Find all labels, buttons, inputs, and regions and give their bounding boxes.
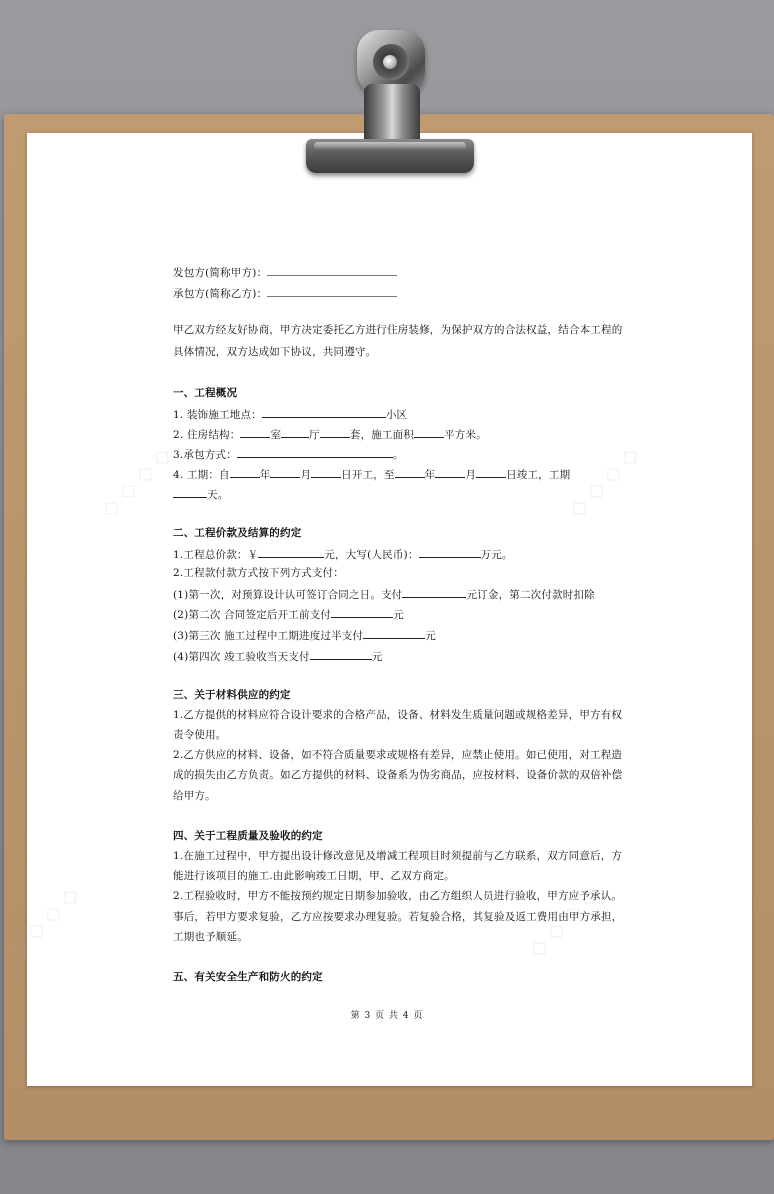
s2-payment-4: (4)第四次 竣工验收当天支付 元 — [173, 648, 382, 664]
area-blank[interactable] — [414, 426, 444, 438]
halls-blank[interactable] — [281, 426, 309, 438]
s4-p1-line-1: 1.在施工过程中，甲方提出设计修改意见及增减工程项目时须提前与乙方联系，双方同意后，方 — [173, 850, 623, 862]
s3-p2-line-1: 2.乙方供应的材料、设备，如不符合质量要求或规格有差异，应禁止使用。如已使用，对工程造 — [173, 749, 623, 761]
section-2-title: 二、工程价款及结算的约定 — [173, 527, 302, 539]
start-day-blank[interactable] — [311, 466, 341, 478]
section-5-title: 五、有关安全生产和防火的约定 — [173, 971, 323, 983]
s2-payment-1: (1)第一次，对预算设计认可签订合同之日。支付 元订金，第二次付款时扣除 — [173, 586, 595, 602]
party-a-line — [173, 264, 397, 280]
watermark: ◇ ◇ ◇ ◇ — [524, 882, 605, 963]
watermark: ◇ ◇ ◇ ◇ — [564, 442, 645, 523]
end-day-blank[interactable] — [476, 466, 506, 478]
s2-payment-3: (3)第三次 施工过程中工期进度过半支付 元 — [173, 627, 436, 643]
section-4-title: 四、关于工程质量及验收的约定 — [173, 830, 323, 842]
page-number: 第 3 页 共 4 页 — [350, 1011, 424, 1021]
party-b-line — [173, 285, 397, 301]
s4-p1-line-2: 能进行该项目的施工.由此影响竣工日期，甲、乙双方商定。 — [173, 870, 455, 882]
total-price-words-blank[interactable] — [419, 546, 481, 558]
s1-item-4-cont: 天。 — [173, 486, 228, 502]
watermark: ◇ ◇ ◇ ◇ — [96, 442, 177, 523]
intro-line-1: 甲乙双方经友好协商，甲方决定委托乙方进行住房装修，为保护双方的合法权益，结合本工程的 — [173, 324, 623, 336]
start-month-blank[interactable] — [270, 466, 300, 478]
payment-4-blank[interactable] — [310, 648, 372, 660]
s2-item-1: 1.工程总价款：￥ 元，大写(人民币)： 万元。 — [173, 546, 513, 562]
s1-item-2: 2. 住房结构： 室 厅 套，施工面积 平方米。 — [173, 426, 487, 442]
s2-item-2: 2.工程款付款方式按下列方式支付： — [173, 567, 344, 579]
payment-2-blank[interactable] — [331, 606, 393, 618]
s3-p1-line-2: 责令使用。 — [173, 729, 227, 741]
sets-blank[interactable] — [320, 426, 350, 438]
s1-item-3: 3.承包方式： 。 — [173, 446, 404, 462]
location-blank[interactable] — [262, 406, 386, 418]
s4-p2-line-3: 工期也予顺延。 — [173, 931, 248, 943]
s3-p2-line-3: 给甲方。 — [173, 790, 216, 802]
s2-payment-2: (2)第二次 合同签定后开工前支付 元 — [173, 606, 404, 622]
watermark: ◇ ◇ ◇ ◇ — [4, 882, 85, 963]
start-year-blank[interactable] — [230, 466, 260, 478]
party-a-blank[interactable] — [267, 264, 397, 276]
s4-p2-line-1: 2.工程验收时，甲方不能按预约规定日期参加验收，由乙方组织人员进行验收，甲方应予承认。 — [173, 890, 623, 902]
s4-p2-line-2: 事后，若甲方要求复验，乙方应按要求办理复验。若复验合格，其复验及返工费用由甲方承担， — [173, 911, 623, 923]
contract-mode-blank[interactable] — [237, 446, 393, 458]
deposit-blank[interactable] — [402, 586, 466, 598]
end-month-blank[interactable] — [435, 466, 465, 478]
party-b-label: 承包方(简称乙方)： — [173, 288, 268, 300]
intro-line-2: 具体情况，双方达成如下协议，共同遵守。 — [173, 346, 377, 358]
rooms-blank[interactable] — [240, 426, 270, 438]
clip-arm-icon — [364, 84, 420, 146]
clip-pin-icon — [383, 55, 397, 69]
s3-p2-line-2: 成的损失由乙方负责。如乙方提供的材料、设备系为伪劣商品，应按材料、设备价款的双倍补偿 — [173, 769, 623, 781]
party-b-blank[interactable] — [267, 285, 397, 297]
party-a-label: 发包方(简称甲方)： — [173, 267, 268, 279]
s3-p1-line-1: 1.乙方提供的材料应符合设计要求的合格产品，设备、材料发生质量问题或规格差异，甲方有权 — [173, 709, 623, 721]
s1-item-1: 1. 装饰施工地点： 小区 — [173, 406, 407, 422]
section-1-title: 一、工程概况 — [173, 387, 238, 399]
total-price-blank[interactable] — [258, 546, 324, 558]
duration-blank[interactable] — [173, 486, 207, 498]
end-year-blank[interactable] — [395, 466, 425, 478]
section-3-title: 三、关于材料供应的约定 — [173, 689, 291, 701]
clip-highlight — [314, 142, 466, 150]
s1-item-4: 4. 工期：自 年 月 日开工，至 年 月 日竣工，工期 — [173, 466, 570, 482]
payment-3-blank[interactable] — [363, 627, 425, 639]
